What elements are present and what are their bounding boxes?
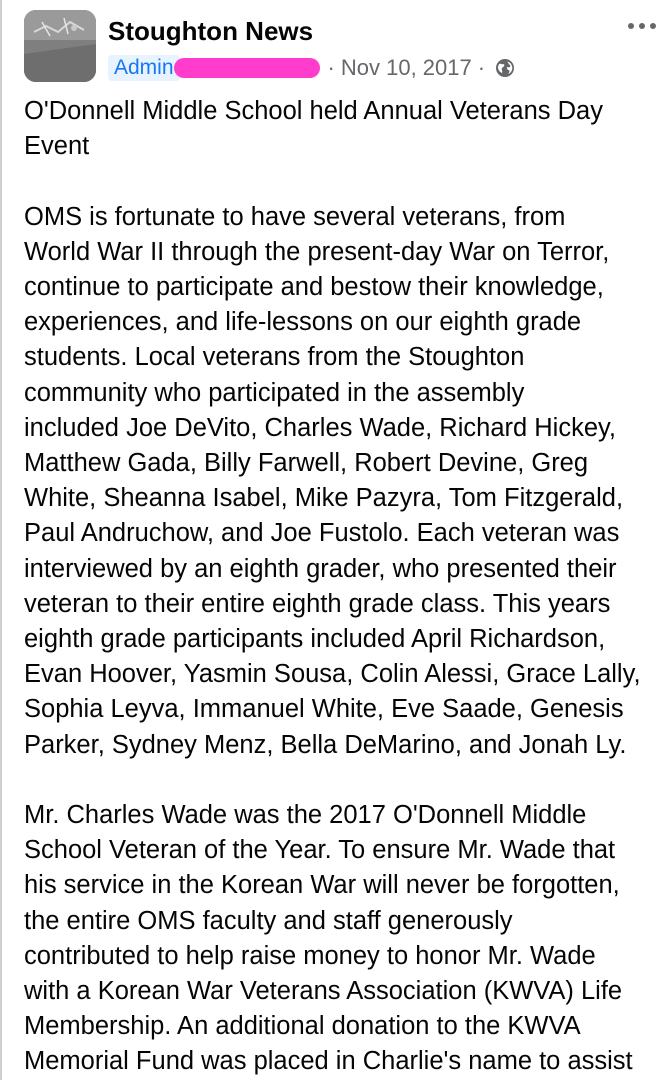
avatar[interactable] (24, 10, 96, 82)
post-meta (108, 53, 515, 83)
avatar-image (24, 10, 96, 82)
more-horizontal-icon (627, 22, 657, 30)
globe-icon[interactable] (495, 58, 515, 78)
post-paragraph-wade: Mr. Charles Wade was the 2017 O'Donnell Middle School Veteran of the Year. To ensure Mr. Wade that his service in the Korean War will never be forgotten, the entire OMS faculty and staff generously contributed to help raise money to honor Mr. Wade with a Korean War Veterans Association (KWVA) Life Membership. An additional donation to the KWVA Memorial Fund was placed in Charlie's name to assist (24, 801, 633, 1076)
post-header (24, 10, 664, 86)
admin-badge[interactable]: Admin (108, 55, 180, 81)
post-paragraph-veterans: OMS is fortunate to have several veterans, from World War II through the present-day War on Terror, continue to participate and bestow their knowledge, experiences, and life-lessons on our eighth grade students. Local veterans from the Stoughton community who participated in the assembly included Joe DeVito, Charles Wade, Richard Hickey, Matthew Gada, Billy Farwell, Robert Devine, Greg White, Sheanna Isabel, Mike Pazyra, Tom Fitzgerald, Paul Andruchow, and Joe Fustolo. Each veteran was interviewed by an eighth grader, who presented their veteran to their entire eighth grade class. This years eighth grade participants included April Richardson, Evan Hoover, Yasmin Sousa, Colin Alessi, Grace Lally, Sophia Leyva, Immanuel White, Eve Saade, Genesis Parker, Sydney Menz, Bella DeMarino, and Jonah Ly. (24, 202, 641, 759)
post-date[interactable]: Nov 10, 2017 (340, 55, 472, 80)
post-text (24, 94, 668, 1080)
page-name[interactable]: Stoughton News (108, 16, 314, 46)
redaction-mark (174, 58, 320, 78)
meta-separator: · (477, 55, 486, 80)
meta-separator: · (327, 55, 335, 80)
more-options-button[interactable] (624, 12, 660, 40)
post-title-paragraph: O'Donnell Middle School held Annual Veterans Day Event (24, 97, 603, 161)
left-border (0, 0, 2, 1080)
